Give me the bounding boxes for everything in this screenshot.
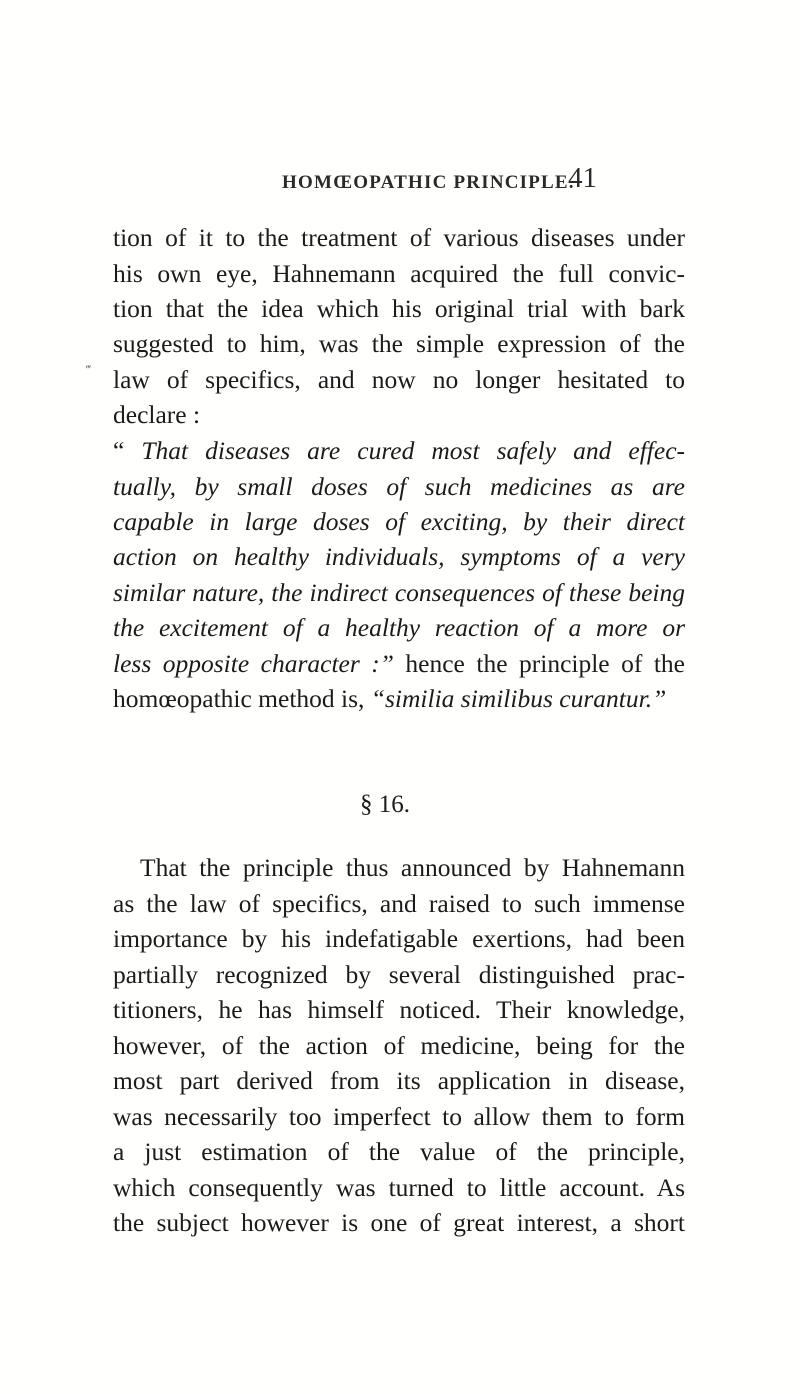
quote-line: capable in large doses of exciting, by their direct [113, 507, 685, 536]
margin-mark: ‴ [86, 362, 91, 376]
paragraph-line: tion that the idea which his original trial with bark [113, 294, 685, 323]
running-head: HOMŒOPATHIC PRINCIPLE. [282, 172, 575, 193]
paragraph-line: as the law of specifics, and raised to such immense [113, 889, 685, 918]
quote-line: tually, by small doses of such medicines as are [113, 472, 685, 501]
quote-text: That diseases are cured most safely and effec- [141, 436, 685, 465]
section-heading: § 16. [360, 791, 410, 818]
paragraph-line: law of specifics, and now no longer hesitated to [113, 365, 685, 394]
quote-open-mark: “ [113, 436, 125, 465]
paragraph-line: declare : [113, 400, 201, 429]
paragraph-line: titioners, he has himself noticed. Their knowledge, [113, 995, 685, 1024]
maxim-line [113, 682, 685, 716]
paragraph-line: was necessarily too imperfect to allow them to form [113, 1102, 685, 1131]
quote-line: action on healthy individuals, symptoms of a very [113, 542, 685, 571]
paragraph-line: a just estimation of the value of the principle, [113, 1137, 685, 1166]
quote-text: less opposite character :” [113, 649, 394, 678]
paragraph-line: importance by his indefatigable exertions, had been [113, 924, 685, 953]
paragraph-line: most part derived from its application in disease, [113, 1066, 685, 1095]
paragraph-line: the subject however is one of great interest, a short [113, 1208, 685, 1237]
quote-line: the excitement of a healthy reaction of a more or [113, 613, 685, 642]
paragraph-line: which consequently was turned to little account. As [113, 1173, 685, 1202]
paragraph-line: partially recognized by several distinguished prac- [113, 960, 685, 989]
quote-closing-line [113, 647, 685, 681]
page-number: 41 [568, 162, 597, 194]
paragraph-line: however, of the action of medicine, being for the [113, 1031, 685, 1060]
closing-text: homœopathic method is, [113, 684, 371, 713]
paragraph-line: tion of it to the treatment of various diseases under [113, 223, 685, 252]
paragraph-line: That the principle thus announced by Hahnemann [140, 853, 685, 882]
quote-line: similar nature, the indirect consequences of these being [113, 578, 685, 607]
paragraph-line: suggested to him, was the simple expression of the [113, 329, 685, 358]
paragraph-line: his own eye, Hahnemann acquired the full convic- [113, 259, 685, 288]
quote-tail: hence the principle of the [393, 649, 685, 678]
quote-line [113, 434, 685, 468]
latin-maxim: “similia similibus curantur.” [370, 684, 667, 713]
